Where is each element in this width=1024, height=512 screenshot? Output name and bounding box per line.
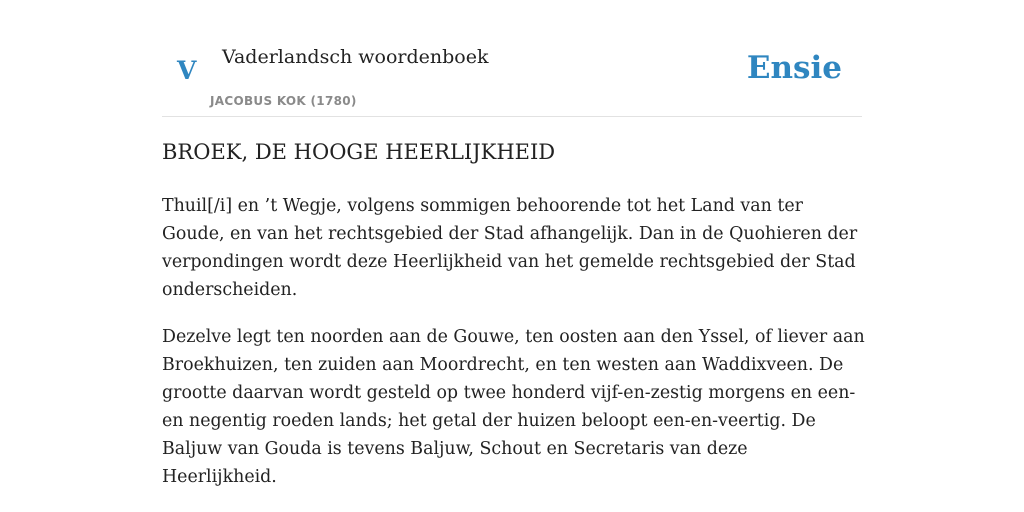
book-title-link[interactable]: Vaderlandsch woordenboek [222, 46, 489, 68]
entry-body [162, 192, 866, 510]
book-letter-link[interactable]: V [177, 56, 197, 85]
book-author: JACOBUS KOK (1780) [210, 94, 357, 108]
entry-title: BROEK, DE HOOGE HEERLIJKHEID [162, 140, 556, 164]
brand-logo-link[interactable]: Ensie [746, 50, 842, 86]
header [162, 40, 862, 117]
entry-paragraph: Dezelve legt ten noorden aan de Gouwe, ten oosten aan den Yssel, of liever aan Broekhuizen, ten zuiden aan Moordrecht, en ten westen aan Waddixveen. De grootte daarvan wordt gesteld op twee honderd vijf-en-zestig morgens en een-en negentig roeden lands; het getal der huizen beloopt een-en-veertig. De Baljuw van Gouda is tevens Baljuw, Schout en Secretaris van deze Heerlijkheid. [162, 327, 865, 487]
entry-paragraph: Thuil[/i] en ’t Wegje, volgens sommigen behoorende tot het Land van ter Goude, en van het rechtsgebied der Stad afhangelijk. Dan in de Quohieren der verpondingen wordt deze Heerlijkheid van het gemelde rechtsgebied der Stad onderscheiden. [162, 196, 858, 300]
